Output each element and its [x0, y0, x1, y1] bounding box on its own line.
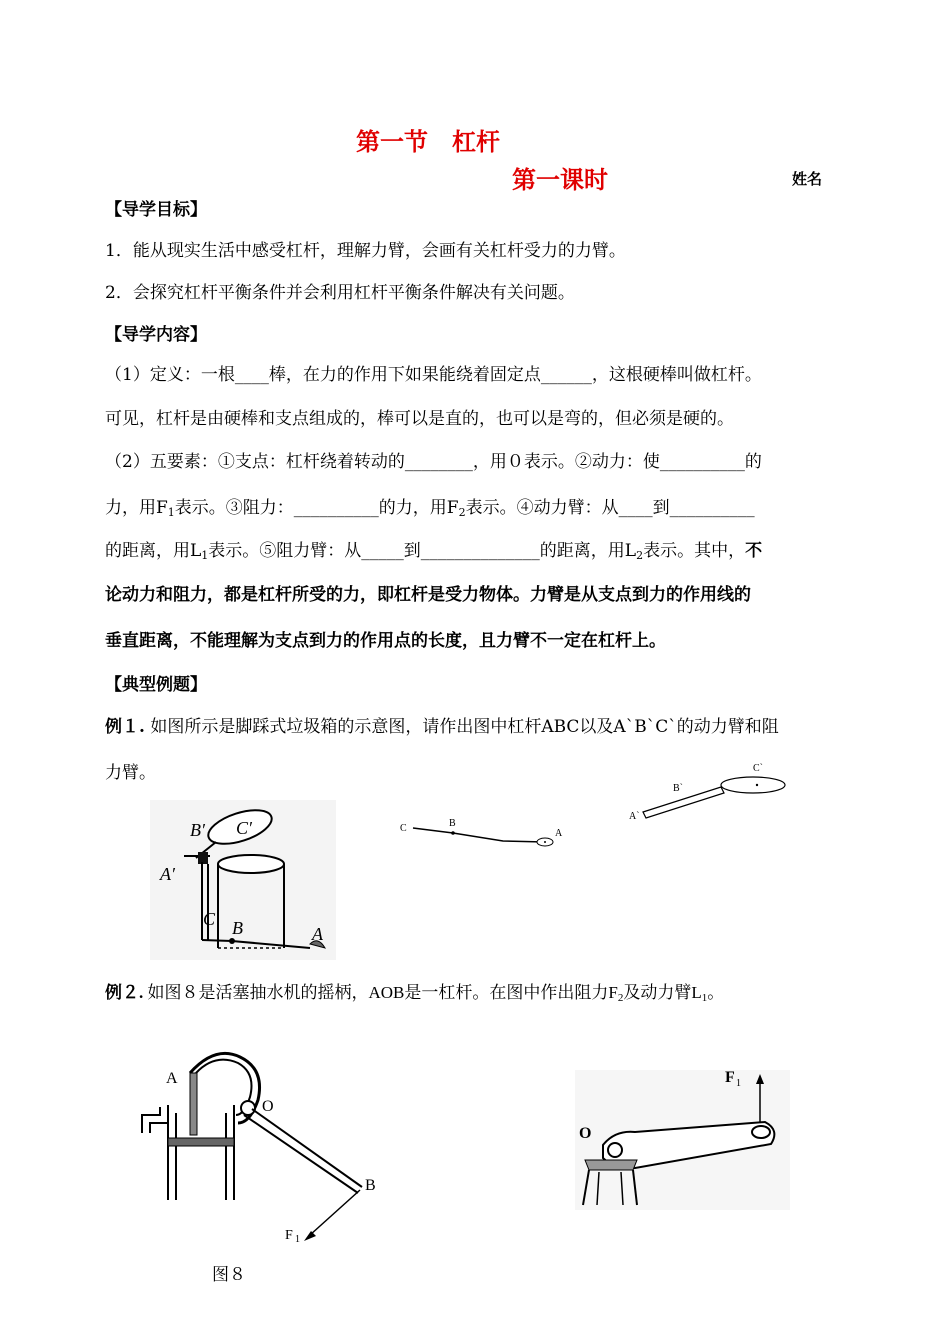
goal-1: 1．能从现实生活中感受杠杆，理解力臂，会画有关杠杆受力的力臂。	[105, 241, 626, 261]
definition-line-1: （1）定义：一根____棒，在力的作用下如果能绕着固定点______，这根硬棒叫做杠杆。	[105, 365, 762, 385]
lever-abc-figure	[395, 812, 575, 862]
definition-line-2: 可见，杠杆是由硬棒和支点组成的，棒可以是直的，也可以是弯的，但必须是硬的。	[105, 409, 734, 429]
trash-label-c-prime: C′	[236, 818, 252, 838]
goal-2: 2．会探究杠杆平衡条件并会利用杠杆平衡条件解决有关问题。	[105, 283, 575, 303]
pump-label-f-sub: 1	[295, 1234, 300, 1245]
emphasis-line-2: 垂直距离，不能理解为支点到力的作用点的长度，且力臂不一定在杠杆上。	[105, 631, 666, 651]
content-heading: 【导学内容】	[105, 325, 207, 345]
lever-abc-prime-figure	[625, 757, 795, 827]
pump-label-f: F	[285, 1228, 293, 1243]
example-1-line-2: 力臂。	[105, 763, 156, 783]
example-1-line-1: 例１. 如图所示是脚踩式垃圾箱的示意图，请作出图中杠杆ABC以及A`B`C`的动力臂和阻	[105, 717, 779, 737]
lever1-label-b: B	[449, 818, 456, 829]
lever1-label-c: C	[400, 823, 407, 834]
trash-label-b: B	[232, 918, 243, 938]
elements-line-3: 的距离，用$L_1$表示。⑤阻力臂：从_____到______________的距离，用$L_2$表示。其中，不	[105, 541, 763, 562]
examples-heading: 【典型例题】	[105, 675, 207, 695]
trash-label-b-prime: B′	[190, 820, 205, 840]
trash-label-a: A	[312, 924, 323, 944]
lever1-label-a: A	[555, 828, 563, 839]
trash-label-c: C	[203, 909, 216, 929]
pump-label-o: O	[262, 1098, 274, 1115]
lever2-label-b: B`	[673, 783, 683, 794]
figure-8-caption: 图８	[212, 1265, 246, 1285]
pump-label-b: B	[365, 1177, 376, 1194]
trash-can-figure	[150, 800, 336, 960]
elements-line-2: 力，用$F_1$表示。③阻力：__________的力，用$F_2$表示。④动力臂：从____到__________	[105, 498, 755, 519]
emphasis-line-1: 论动力和阻力，都是杠杆所受的力，即杠杆是受力物体。力臂是从支点到力的作用线的	[105, 585, 751, 605]
pump-label-a: A	[166, 1070, 178, 1087]
opener-label-f: F	[725, 1069, 735, 1086]
trash-label-a-prime: A′	[160, 864, 175, 884]
goals-heading: 【导学目标】	[105, 200, 207, 220]
opener-label-f-sub: 1	[736, 1078, 741, 1089]
lever2-label-c: C`	[753, 763, 763, 774]
example-2-line: 例２. 如图８是活塞抽水机的摇柄，AOB是一杠杆。在图中作出阻力$F_2$及动力臂$L_1$。	[105, 983, 725, 1004]
pump-figure	[130, 1045, 400, 1245]
name-label: 姓名	[792, 170, 823, 188]
lever2-label-a: A`	[629, 811, 640, 822]
opener-label-o: O	[579, 1125, 592, 1142]
bottle-opener-figure	[575, 1060, 790, 1210]
page-title: 第一节 杠杆	[356, 127, 500, 156]
elements-line-1: （2）五要素：①支点：杠杆绕着转动的________，用０表示。②动力：使__________的	[105, 452, 762, 472]
page-subtitle: 第一课时	[512, 165, 608, 194]
